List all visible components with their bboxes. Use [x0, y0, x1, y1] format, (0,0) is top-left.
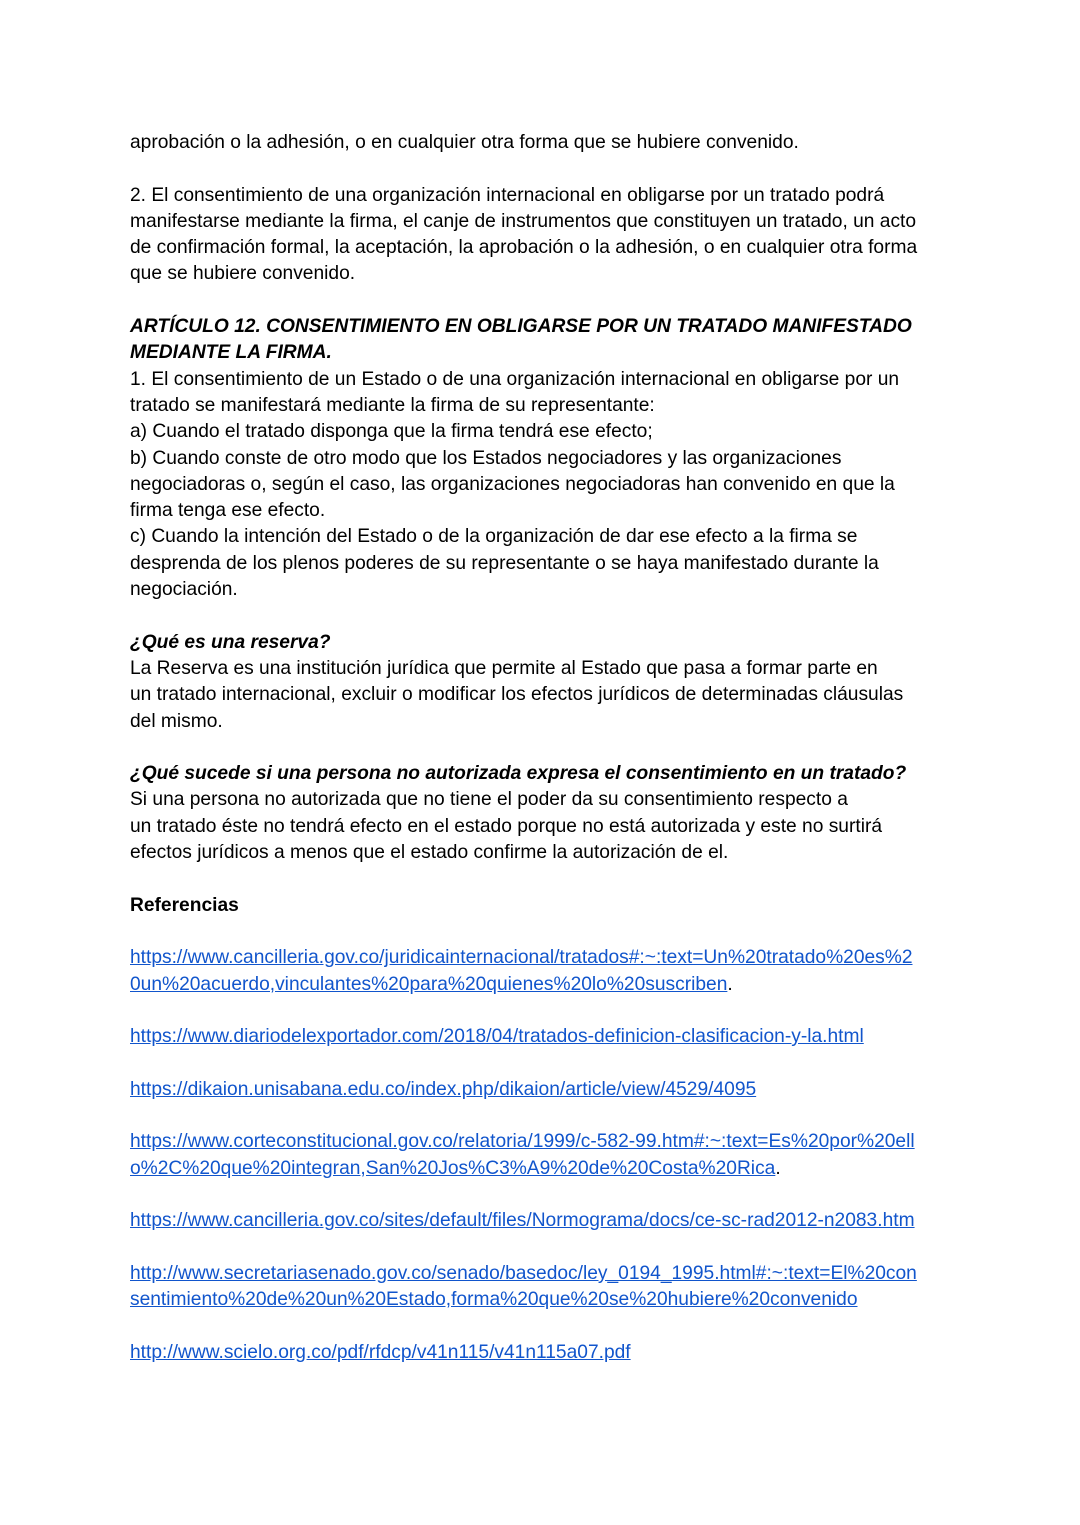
spacer [130, 735, 960, 761]
no-autorizada-answer-line: Si una persona no autorizada que no tiene el poder da su consentimiento respecto a [130, 789, 848, 811]
spacer [130, 1182, 960, 1208]
spacer [130, 919, 960, 945]
link-suffix: . [775, 1157, 781, 1179]
spacer [130, 603, 960, 629]
spacer [130, 1103, 960, 1129]
article-12-heading [130, 314, 960, 367]
article-12-body [130, 367, 960, 604]
spacer [130, 998, 960, 1024]
spacer [130, 156, 960, 182]
reference-link-5[interactable]: https://www.cancilleria.gov.co/sites/default/files/Normograma/docs/ce-sc-rad2012-n2083.htm [130, 1210, 915, 1232]
reference-link-2[interactable]: https://www.diariodelexportador.com/2018/04/tratados-definicion-clasificacion-y-la.html [130, 1026, 864, 1048]
reference-link-4-line[interactable]: o%2C%20que%20integran,San%20Jos%C3%A9%20de%20Costa%20Rica [130, 1157, 776, 1179]
reference-link-1-line[interactable]: 0un%20acuerdo,vinculantes%20para%20quienes%20lo%20suscriben [130, 973, 728, 995]
article-12-body-line: c) Cuando la intención del Estado o de la organización de dar ese efecto a la firma se [130, 526, 858, 548]
reference-link-4[interactable] [130, 1129, 960, 1182]
article-12-heading-line: ARTÍCULO 12. CONSENTIMIENTO EN OBLIGARSE POR UN TRATADO MANIFESTADO [130, 316, 912, 338]
article-12-body-line: firma tenga ese efecto. [130, 500, 326, 522]
paragraph-2-line: de confirmación formal, la aceptación, la aprobación o la adhesión, o en cualquier otra forma [130, 237, 918, 259]
reference-link-7[interactable]: http://www.scielo.org.co/pdf/rfdcp/v41n115/v41n115a07.pdf [130, 1341, 631, 1363]
article-12-heading-line: MEDIANTE LA FIRMA. [130, 342, 332, 364]
link-suffix: . [727, 973, 733, 995]
article-12-body-line: desprenda de los plenos poderes de su representante o se haya manifestado durante la [130, 552, 879, 574]
spacer [130, 1234, 960, 1260]
reference-link-6-line[interactable]: http://www.secretariasenado.gov.co/senado/basedoc/ley_0194_1995.html#:~:text=El%20con [130, 1262, 917, 1284]
document-page [130, 130, 960, 1366]
reference-link-4-line[interactable]: https://www.corteconstitucional.gov.co/relatoria/1999/c-582-99.htm#:~:text=Es%20por%20ell [130, 1131, 915, 1153]
references-title: Referencias [130, 894, 239, 916]
spacer [130, 1313, 960, 1339]
reference-link-1-line[interactable]: https://www.cancilleria.gov.co/juridicainternacional/tratados#:~:text=Un%20tratado%20es%2 [130, 947, 913, 969]
reserva-answer-line: La Reserva es una institución jurídica que permite al Estado que pasa a formar parte en [130, 657, 878, 679]
article-12-body-line: negociación. [130, 579, 238, 601]
paragraph-2 [130, 183, 960, 288]
reference-link-1[interactable] [130, 945, 960, 998]
article-12-body-line: 1. El consentimiento de un Estado o de una organización internacional en obligarse por un [130, 368, 900, 390]
no-autorizada-question: ¿Qué sucede si una persona no autorizada expresa el consentimiento en un tratado? [130, 763, 907, 785]
article-12-body-line: a) Cuando el tratado disponga que la firma tendrá ese efecto; [130, 421, 653, 443]
article-12-body-line: tratado se manifestará mediante la firma de su representante: [130, 394, 655, 416]
reserva-question: ¿Qué es una reserva? [130, 631, 331, 653]
no-autorizada-answer-line: efectos jurídicos a menos que el estado confirme la autorización de el. [130, 842, 729, 864]
spacer [130, 1050, 960, 1076]
reserva-answer-line: del mismo. [130, 710, 223, 732]
reference-link-6-line[interactable]: sentimiento%20de%20un%20Estado,forma%20que%20se%20hubiere%20convenido [130, 1289, 858, 1311]
paragraph-2-line: manifestarse mediante la firma, el canje de instrumentos que constituyen un tratado, un acto [130, 210, 917, 232]
no-autorizada-answer [130, 787, 960, 866]
article-12-body-line: b) Cuando conste de otro modo que los Estados negociadores y las organizaciones [130, 447, 842, 469]
article-12-body-line: negociadoras o, según el caso, las organizaciones negociadoras han convenido en que la [130, 473, 895, 495]
reference-link-6[interactable] [130, 1261, 960, 1314]
no-autorizada-answer-line: un tratado éste no tendrá efecto en el estado porque no está autorizada y este no surtirá [130, 815, 883, 837]
spacer [130, 866, 960, 892]
intro-line: aprobación o la adhesión, o en cualquier otra forma que se hubiere convenido. [130, 132, 799, 153]
paragraph-2-line: que se hubiere convenido. [130, 263, 356, 285]
reserva-answer [130, 656, 960, 735]
spacer [130, 288, 960, 314]
paragraph-2-line: 2. El consentimiento de una organización internacional en obligarse por un tratado podrá [130, 184, 885, 206]
reserva-answer-line: un tratado internacional, excluir o modificar los efectos jurídicos de determinadas cláusulas [130, 684, 904, 706]
reference-link-3[interactable]: https://dikaion.unisabana.edu.co/index.php/dikaion/article/view/4529/4095 [130, 1078, 757, 1100]
